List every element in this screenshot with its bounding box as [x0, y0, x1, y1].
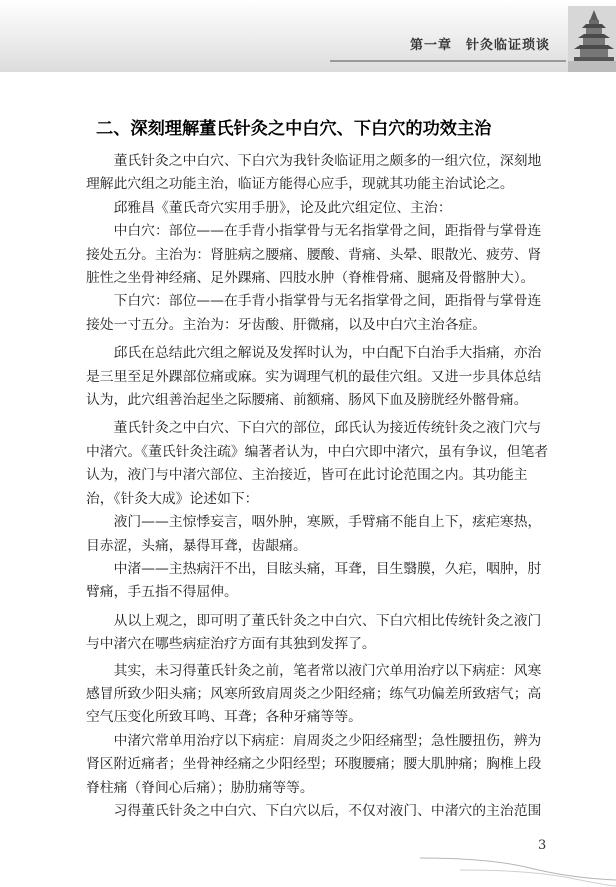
paragraph: 液门——主惊悸妄言，咽外肿，寒厥，手臂痛不能自上下，痃疟寒热，目赤涩，头痛，暴得耳聋，齿龈痛。 [86, 514, 542, 554]
pagoda-ornament-icon [568, 6, 616, 72]
paragraph: 中渚穴常单用治疗以下病症：肩周炎之少阳经痛型；急性腰扭伤，辨为肾区附近痛者；坐骨神经痛之少阳经型；环腹腰痛；腰大肌肿痛；胸椎上段脊柱痛（脊间心后痛）；胁肋痛等等。 [86, 732, 542, 796]
body-text [86, 150, 552, 823]
running-title: 第一章 针灸临证琐谈 [410, 38, 551, 53]
paragraph: 习得董氏针灸之中白穴、下白穴以后，不仅对液门、中渚穴的主治范围 [113, 802, 542, 819]
footer-decoration [420, 840, 616, 887]
paragraph: 中白穴：部位——在手背小指掌骨与无名指掌骨之间，距指骨与掌骨连接处五分。主治为：肾脏病之腰痛、腰酸、背痛、头晕、眼散光、疲劳、肾脏性之坐骨神经痛、足外踝痛、四肢水肿（脊椎骨痛、腿痛及骨髂肿大）。 [86, 223, 542, 287]
paragraph: 其实，未习得董氏针灸之前，笔者常以液门穴单用治疗以下病症：风寒感冒所致少阳头痛；风寒所致肩周炎之少阳经痛；练气功偏差所致痞气；高空气压变化所致耳鸣、耳聋；各种牙痛等等。 [86, 662, 542, 726]
paragraph: 从以上观之，即可明了董氏针灸之中白穴、下白穴相比传统针灸之液门与中渚穴在哪些病症治疗方面有其独到发挥了。 [86, 612, 542, 653]
paragraph: 下白穴：部位——在手背小指掌骨与无名指掌骨之间，距指骨与掌骨连接处一寸五分。主治为：牙齿酸、肝微痛，以及中白穴主治各症。 [86, 293, 542, 333]
paragraph: 董氏针灸之中白穴、下白穴为我针灸临证用之颇多的一组穴位，深刻地理解此穴组之功能主治，临证方能得心应手，现就其功能主治试论之。 [86, 153, 542, 193]
paragraph: 邱氏在总结此穴组之解说及发挥时认为，中白配下白治手大指痛，亦治是三里至足外踝部位痛或麻。实为调理气机的最佳穴组。又进一步具体总结认为，此穴组善治起坐之际腰痛、前额痛、肠风下血及膀胱经外髂骨痛。 [86, 345, 542, 409]
paragraph: 邱雅昌《董氏奇穴实用手册》，论及此穴组定位、主治： [113, 199, 452, 216]
paragraph: 董氏针灸之中白穴、下白穴的部位，邱氏认为接近传统针灸之液门穴与中渚穴。《董氏针灸注疏》编著者认为，中白穴即中渚穴，虽有争议，但笔者认为，液门与中渚穴部位、主治接近，皆可在此讨论范围之内。其功能主治，《针灸大成》论述如下： [86, 420, 549, 507]
section-heading: 二、深刻理解董氏针灸之中白穴、下白穴的功效主治 [96, 119, 492, 139]
paragraph: 中渚——主热病汗不出，目眩头痛，耳聋，目生翳膜，久疟，咽肿，肘臂痛，手五指不得屈伸。 [86, 560, 542, 601]
page-number: 3 [538, 838, 547, 853]
header-rule [330, 60, 566, 62]
